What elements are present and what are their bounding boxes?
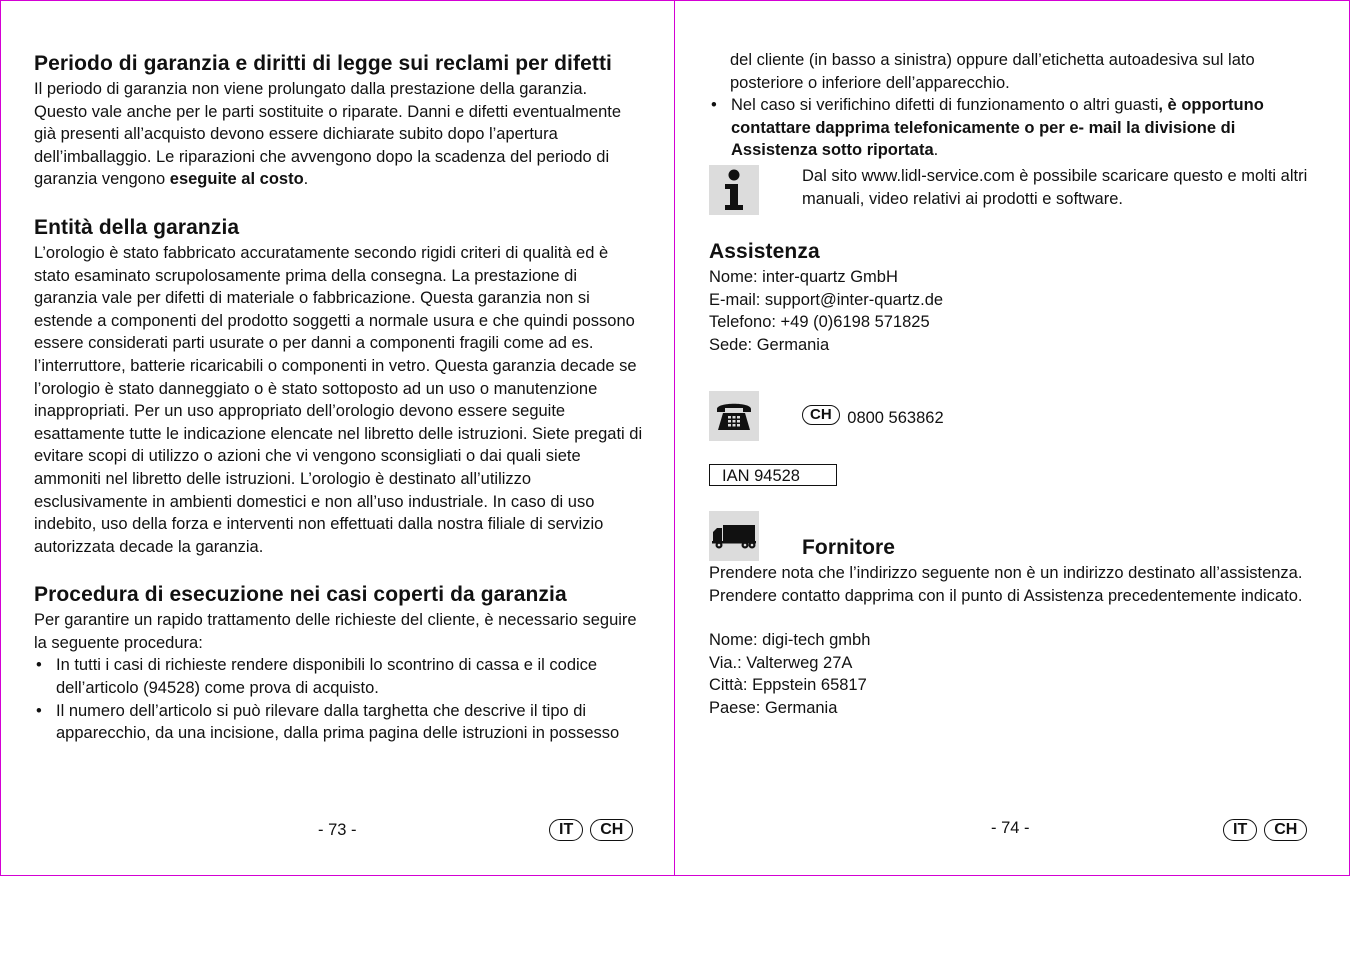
telephone-icon: [709, 391, 759, 441]
bullet-text-bold: , è opportuno contattare dapprima telefonicamente o per e- mail la divisione di Assistenza sotto riportata: [731, 96, 1264, 160]
assistenza-email: E-mail: support@inter-quartz.de: [709, 290, 944, 309]
left-page-content: [34, 49, 644, 745]
warranty-period-heading: Periodo di garanzia e diritti di legge sui reclami per difetti: [34, 52, 612, 75]
hotline-info: [802, 403, 944, 426]
ian-box: IAN 94528: [709, 464, 837, 486]
list-item: • Il numero dell’articolo si può rilevare dalla targhetta che descrive il tipo di apparecchio, da una incisione, dalla prima pagina delle istruzioni in possesso: [34, 700, 644, 745]
country-badge-ch: CH: [1264, 819, 1307, 841]
fornitore-heading: Fornitore: [802, 535, 896, 559]
right-page: [674, 0, 1350, 876]
list-item: [709, 94, 1319, 162]
hotline-country-badge: CH: [802, 405, 840, 425]
fornitore-city: Città: Eppstein 65817: [709, 676, 867, 695]
page-number: - 74 -: [991, 819, 1030, 837]
country-badge-ch: CH: [590, 819, 633, 841]
warranty-period-text-bold: eseguite al costo: [169, 170, 304, 189]
country-badges: [1223, 819, 1307, 841]
warranty-scope-heading: Entità della garanzia: [34, 215, 240, 239]
assistenza-phone: Telefono: +49 (0)6198 571825: [709, 313, 930, 332]
info-text: Dal sito www.lidl-service.com è possibile scaricare questo e molti altri manuali, video relativi ai prodotti e software.: [802, 166, 1308, 208]
hotline-number: 0800 563862: [847, 409, 944, 428]
bullet-text-start: Nel caso si verifichino difetti di funzionamento o altri guasti: [731, 96, 1159, 115]
fornitore-country: Paese: Germania: [709, 698, 838, 717]
country-badge-it: IT: [549, 819, 583, 841]
fornitore-street: Via.: Valterweg 27A: [709, 653, 853, 672]
bullet-text-end: .: [933, 141, 939, 160]
assistenza-name: Nome: inter-quartz GmbH: [709, 267, 898, 286]
assistenza-heading: Assistenza: [709, 239, 820, 263]
procedure-list: [34, 654, 644, 744]
warranty-period-text: [34, 78, 644, 191]
procedure-list-continued: [709, 94, 1319, 162]
fornitore-header-row: [709, 511, 1319, 562]
info-icon: [709, 165, 759, 215]
warranty-scope-text: L’orologio è stato fabbricato accuratamente secondo rigidi criteri di qualità ed è stato esaminato scrupolosamente prima della consegna. La prestazione di garanzia vale per difetti di materiale o fabbricazione. Questa garanzia non si estende a componenti del prodotto soggetti a normale usura e che quindi possono essere considerati parti usurate o per danni a componenti fragili come ad es. l’interruttore, batterie ricaricabili o componenti in vetro. Questa garanzia decade se l’orologio è stato danneggiato o è stato sottoposto ad un uso o manutenzione inappropriati. Per un uso appropriato dell’orologio devono essere seguite esattamente tutte le indicazione elencate nel libretto delle istruzioni. Siete pregati di evitare scopi di utilizzo o azioni che vi vengono sconsigliati o dai quali siete ammoniti nel libretto delle istruzioni. L’orologio è destinato all’utilizzo esclusivamente in ambienti domestici e non all’uso industriale. In caso di uso indebito, uso della forza e interventi non effettuati dalla nostra filiale di servizio autorizzata decade la garanzia.: [34, 243, 643, 556]
info-note: [709, 165, 1319, 215]
fornitore-note: Prendere nota che l’indirizzo seguente non è un indirizzo destinato all’assistenza. Prendere contatto dapprima con il punto di Assistenza precedentemente indicato.: [709, 563, 1303, 605]
hotline-row: [709, 391, 1319, 441]
warranty-period-text-end: .: [303, 170, 309, 189]
right-page-content: [709, 49, 1319, 720]
page-number: - 73 -: [318, 821, 357, 839]
continuation-text: del cliente (in basso a sinistra) oppure dall’etichetta autoadesiva sul lato posteriore o inferiore dell’apparecchio.: [730, 51, 1255, 92]
truck-icon: [709, 511, 759, 561]
fornitore-name: Nome: digi-tech gmbh: [709, 631, 871, 650]
country-badge-it: IT: [1223, 819, 1257, 841]
assistenza-location: Sede: Germania: [709, 335, 830, 354]
warranty-period-text-start: Il periodo di garanzia non viene prolungato dalla prestazione della garanzia. Questo vale anche per le parti sostituite o riparate. Danni e difetti eventualmente già presenti all’acquisto devono essere dichiarate subito dopo l’apertura dell’imballaggio. Le riparazioni che avvengono dopo la scadenza del periodo di garanzia vengono: [34, 80, 622, 189]
warranty-procedure-heading: Procedura di esecuzione nei casi coperti da garanzia: [34, 583, 567, 607]
country-badges: [549, 819, 633, 841]
list-item: • In tutti i casi di richieste rendere disponibili lo scontrino di cassa e il codice dell’articolo (94528) come prova di acquisto.: [34, 654, 644, 699]
warranty-procedure-intro: Per garantire un rapido trattamento delle richieste del cliente, è necessario seguire la seguente procedura:: [34, 611, 637, 652]
left-page: [0, 0, 675, 876]
